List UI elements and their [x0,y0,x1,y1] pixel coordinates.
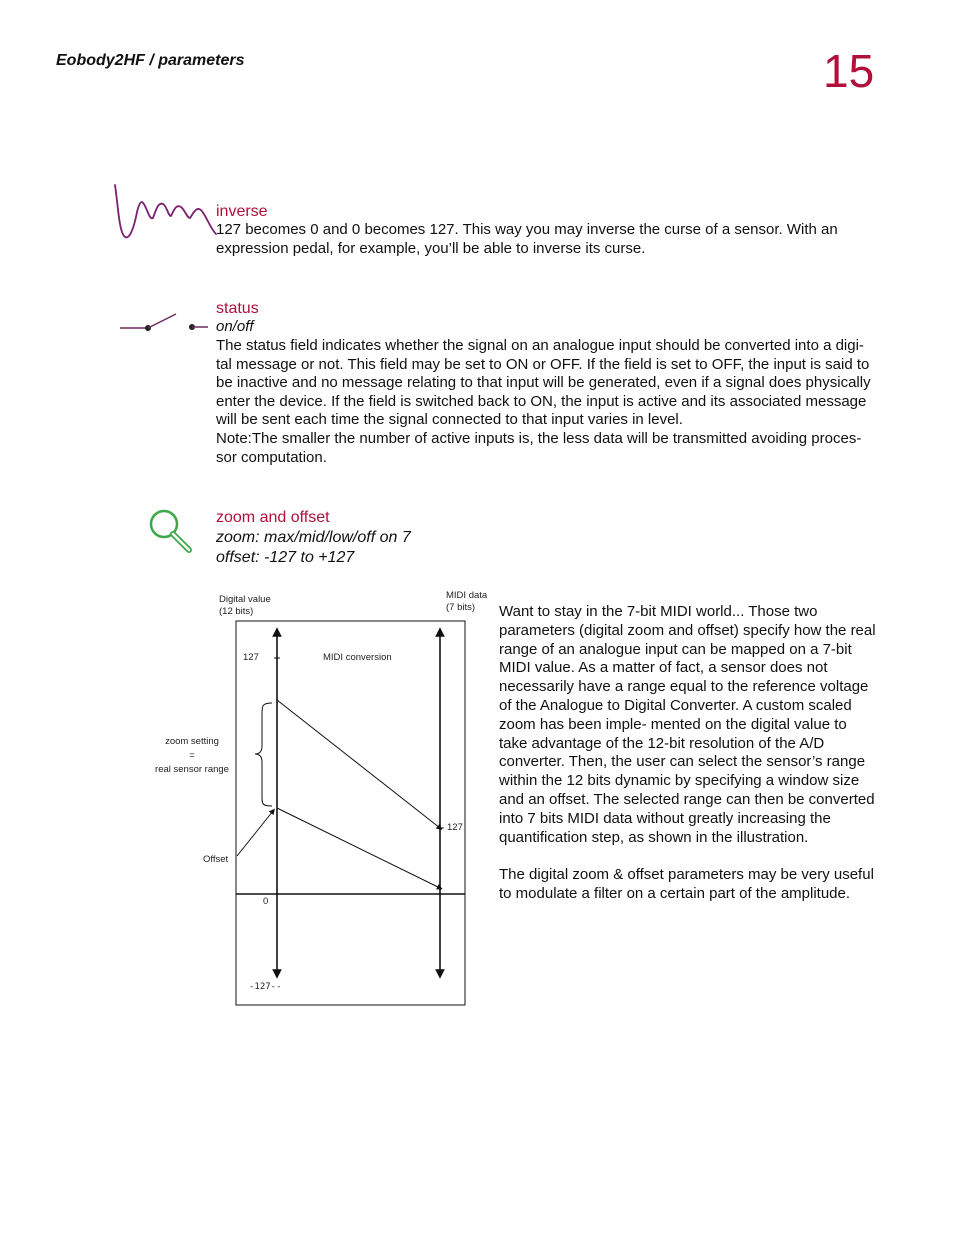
right-axis-label-line: (7 bits) [446,602,476,613]
inverse-title: inverse [216,203,268,220]
offset-arrow [237,811,273,856]
offset-label: Offset [203,854,229,865]
tick-127-right-label: 127 [447,822,463,833]
status-title: status [216,300,259,317]
conversion-label: MIDI conversion [323,652,392,663]
zoom-setting-line: real sensor range [155,764,229,775]
zoom-paragraph-2: The digital zoom & offset parameters may be very useful to modulate a filter on a certain part of the amplitude. [499,866,874,902]
zoom-subtitle: zoom: max/mid/low/off on 7 [216,529,411,546]
status-line: sor computation. [216,448,327,466]
right-axis-label-line: MIDI data [446,590,488,601]
zoom-setting-line: = [189,750,195,761]
status-subtitle: on/off [216,318,254,335]
inverse-text: 127 becomes 0 and 0 becomes 127. This way you may inverse the curse of a sensor. With an expression pedal, for example, you’ll be able to inverse its curse. [216,221,838,257]
left-axis-label-line: (12 bits) [219,606,254,617]
zoom-brace [255,703,272,806]
zoom-setting-line: zoom setting [165,736,219,747]
zoom-setting-label [142,736,242,776]
status-line: Note:The smaller the number of active inputs is, the less data will be transmitted avoiding proces- [216,429,862,447]
tick-127-left-label: 127 [243,652,259,663]
left-axis-label-line: Digital value [219,594,271,605]
map-line-top [277,700,440,828]
diagram-frame [236,621,465,1005]
status-line: will be sent each time the signal connected to that input varies in level. [216,411,683,429]
tick-neg127-label: -127-- [249,982,282,992]
map-line-bottom [277,808,440,888]
status-line: be inactive and no message relating to that input will be generated, even if a signal does physically [216,374,871,392]
status-line: The status field indicates whether the signal on an analogue input should be converted into a digi- [216,337,864,354]
status-line: tal message or not. This field may be set to ON or OFF. If the field is set to OFF, the input is said to [216,355,870,373]
page-number: 15 [823,45,875,97]
status-line: enter the device. If the field is switched back to ON, the input is active and its associated message [216,392,867,410]
offset-subtitle: offset: -127 to +127 [216,549,355,566]
tick-0-label: 0 [263,896,269,907]
zoom-description [499,603,879,904]
zoom-title: zoom and offset [216,509,330,526]
running-header: Eobody2HF / parameters [56,52,245,69]
zoom-paragraph-1: Want to stay in the 7-bit MIDI world... Those two parameters (digital zoom and offset) specify how the real range of an analogue input can be mapped on a 7-bit MIDI value. As a matter of fact, a sensor does not necessarily have a range equal to the reference voltage of the Analogue to Digital Converter. A custom scaled zoom has been imple- mented on the digital value to take advantage of the 12-bit resolution of the A/D converter. Then, the user can select the sensor’s range within the 12 bits dynamic by specifying a window size and an offset. The selected range can then be converted into 7 bits MIDI data without greatly increasing the quantification step, as shown in the illustration. [499,603,876,846]
